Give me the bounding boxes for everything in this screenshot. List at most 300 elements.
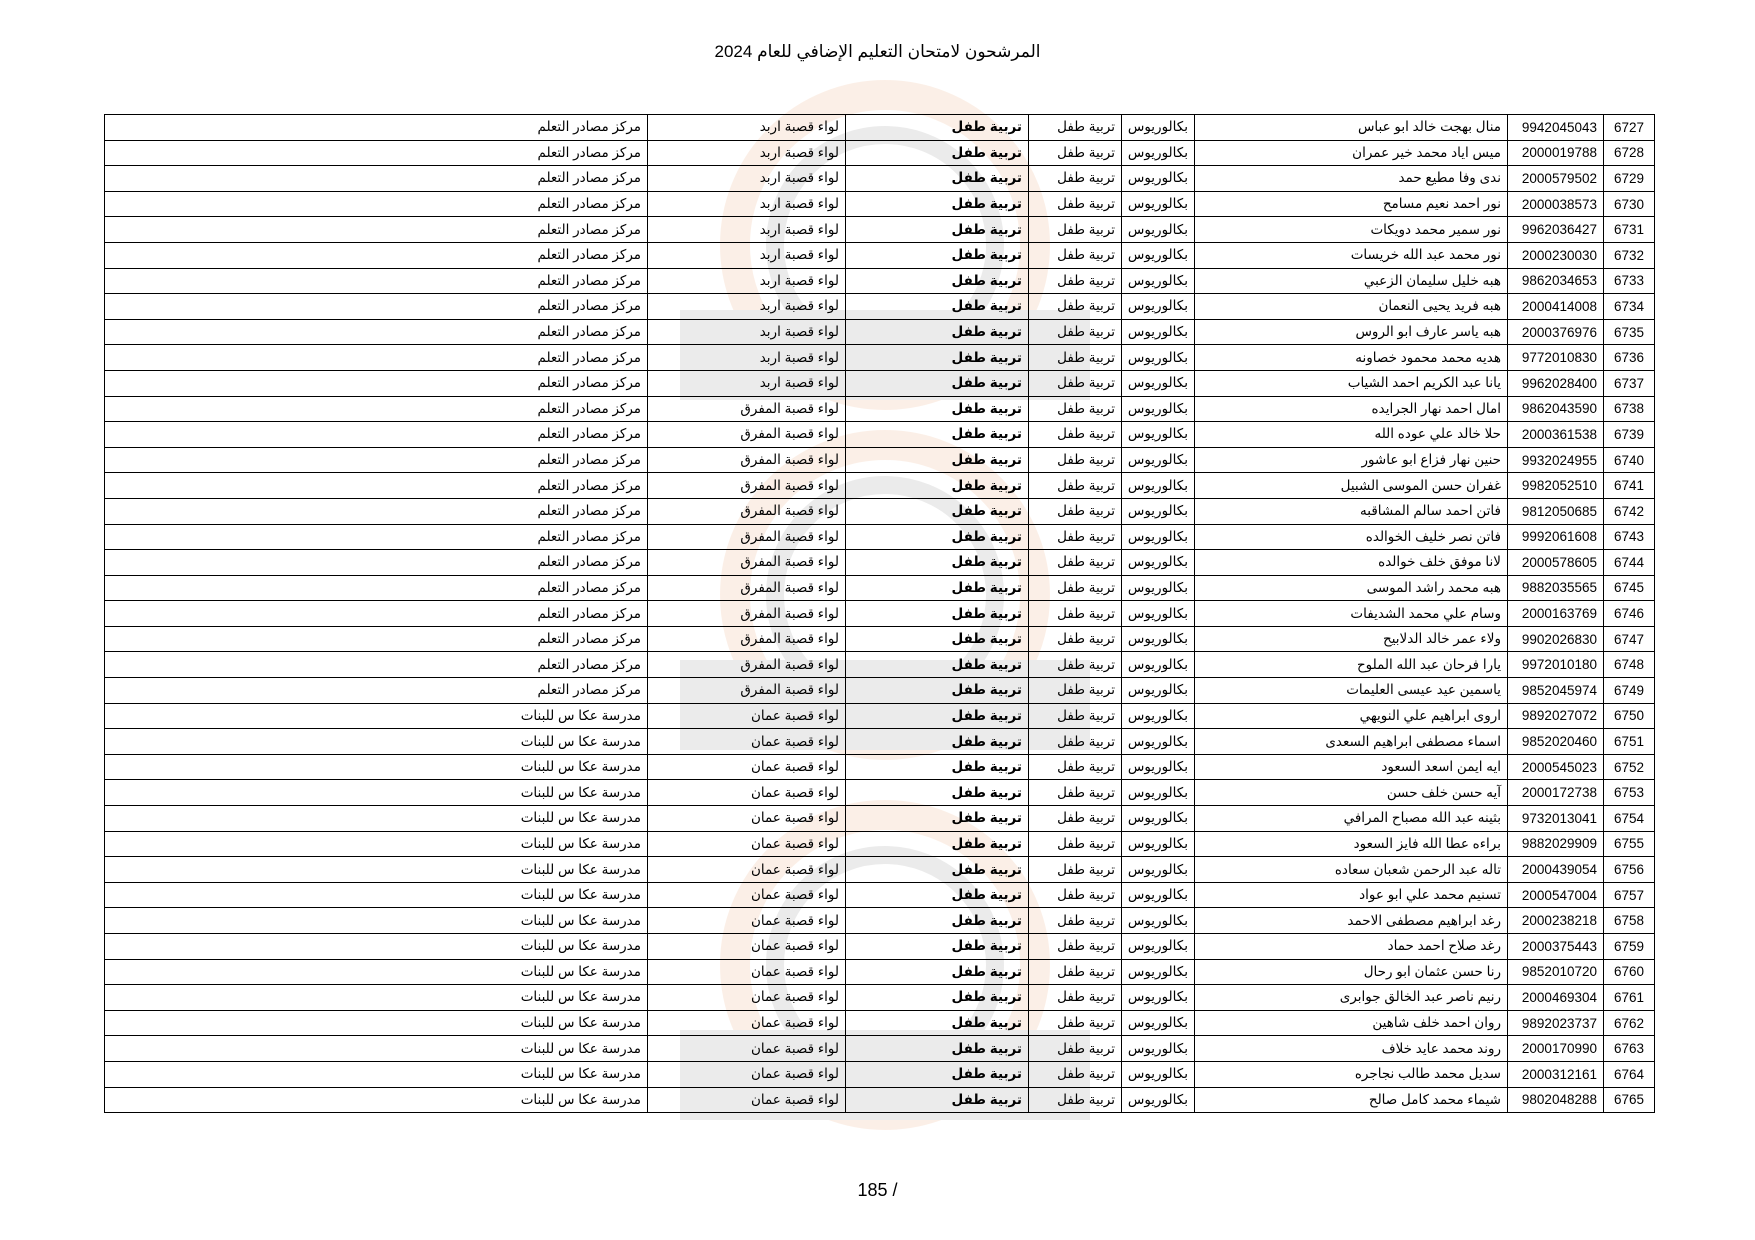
national-id-cell: 2000545023 [1508, 754, 1604, 780]
specialization-bold-cell: تربية طفل [846, 550, 1029, 576]
seq-cell: 6749 [1604, 678, 1655, 704]
name-cell: غفران حسن الموسى الشبيل [1195, 473, 1508, 499]
seq-cell: 6756 [1604, 857, 1655, 883]
exam-center-cell: مركز مصادر التعلم [105, 678, 648, 704]
name-cell: روند محمد عايد خلاف [1195, 1036, 1508, 1062]
national-id-cell: 9962036427 [1508, 217, 1604, 243]
exam-center-cell: مركز مصادر التعلم [105, 626, 648, 652]
specialization-cell: تربية طفل [1029, 985, 1122, 1011]
specialization-cell: تربية طفل [1029, 217, 1122, 243]
district-cell: لواء قصبة عمان [648, 882, 846, 908]
specialization-bold-cell: تربية طفل [846, 1036, 1029, 1062]
district-cell: لواء قصبة اربد [648, 345, 846, 371]
district-cell: لواء قصبة عمان [648, 908, 846, 934]
specialization-bold-cell: تربية طفل [846, 345, 1029, 371]
seq-cell: 6740 [1604, 447, 1655, 473]
national-id-cell: 2000579502 [1508, 166, 1604, 192]
degree-cell: بكالوريوس [1122, 319, 1195, 345]
degree-cell: بكالوريوس [1122, 729, 1195, 755]
specialization-bold-cell: تربية طفل [846, 652, 1029, 678]
district-cell: لواء قصبة عمان [648, 780, 846, 806]
specialization-bold-cell: تربية طفل [846, 729, 1029, 755]
name-cell: بثينه عبد الله مصباح المرافي [1195, 806, 1508, 832]
specialization-cell: تربية طفل [1029, 1061, 1122, 1087]
district-cell: لواء قصبة اربد [648, 115, 846, 141]
specialization-bold-cell: تربية طفل [846, 166, 1029, 192]
district-cell: لواء قصبة اربد [648, 217, 846, 243]
specialization-cell: تربية طفل [1029, 191, 1122, 217]
specialization-bold-cell: تربية طفل [846, 242, 1029, 268]
specialization-bold-cell: تربية طفل [846, 370, 1029, 396]
national-id-cell: 2000376976 [1508, 319, 1604, 345]
seq-cell: 6742 [1604, 498, 1655, 524]
table-row [105, 575, 1655, 601]
name-cell: هديه محمد محمود خصاونه [1195, 345, 1508, 371]
table-row [105, 985, 1655, 1011]
specialization-cell: تربية طفل [1029, 857, 1122, 883]
exam-center-cell: مدرسة عكا س للبنات [105, 934, 648, 960]
specialization-bold-cell: تربية طفل [846, 217, 1029, 243]
table-row [105, 1036, 1655, 1062]
degree-cell: بكالوريوس [1122, 498, 1195, 524]
exam-center-cell: مركز مصادر التعلم [105, 652, 648, 678]
table-row [105, 1061, 1655, 1087]
national-id-cell: 9882035565 [1508, 575, 1604, 601]
table-row [105, 831, 1655, 857]
district-cell: لواء قصبة عمان [648, 703, 846, 729]
specialization-bold-cell: تربية طفل [846, 882, 1029, 908]
seq-cell: 6762 [1604, 1010, 1655, 1036]
seq-cell: 6761 [1604, 985, 1655, 1011]
degree-cell: بكالوريوس [1122, 345, 1195, 371]
specialization-cell: تربية طفل [1029, 422, 1122, 448]
exam-center-cell: مركز مصادر التعلم [105, 396, 648, 422]
degree-cell: بكالوريوس [1122, 934, 1195, 960]
name-cell: اروى ابراهيم علي النويهي [1195, 703, 1508, 729]
exam-center-cell: مدرسة عكا س للبنات [105, 1010, 648, 1036]
national-id-cell: 2000439054 [1508, 857, 1604, 883]
district-cell: لواء قصبة اربد [648, 191, 846, 217]
seq-cell: 6745 [1604, 575, 1655, 601]
degree-cell: بكالوريوس [1122, 550, 1195, 576]
name-cell: امال احمد نهار الجرايده [1195, 396, 1508, 422]
seq-cell: 6764 [1604, 1061, 1655, 1087]
name-cell: رنا حسن عثمان ابو رحال [1195, 959, 1508, 985]
page-number: 185 / [857, 1180, 898, 1200]
specialization-cell: تربية طفل [1029, 498, 1122, 524]
specialization-bold-cell: تربية طفل [846, 447, 1029, 473]
seq-cell: 6748 [1604, 652, 1655, 678]
table-row [105, 166, 1655, 192]
table-row [105, 217, 1655, 243]
seq-cell: 6727 [1604, 115, 1655, 141]
seq-cell: 6760 [1604, 959, 1655, 985]
exam-center-cell: مدرسة عكا س للبنات [105, 985, 648, 1011]
table-row [105, 140, 1655, 166]
table-row [105, 857, 1655, 883]
specialization-bold-cell: تربية طفل [846, 831, 1029, 857]
exam-center-cell: مركز مصادر التعلم [105, 217, 648, 243]
specialization-bold-cell: تربية طفل [846, 140, 1029, 166]
district-cell: لواء قصبة المفرق [648, 678, 846, 704]
national-id-cell: 9972010180 [1508, 652, 1604, 678]
specialization-cell: تربية طفل [1029, 1087, 1122, 1113]
degree-cell: بكالوريوس [1122, 678, 1195, 704]
name-cell: منال بهجت خالد ابو عباس [1195, 115, 1508, 141]
specialization-bold-cell: تربية طفل [846, 473, 1029, 499]
name-cell: نور محمد عبد الله خريسات [1195, 242, 1508, 268]
district-cell: لواء قصبة المفرق [648, 396, 846, 422]
name-cell: يارا فرحان عبد الله الملوح [1195, 652, 1508, 678]
seq-cell: 6757 [1604, 882, 1655, 908]
exam-center-cell: مركز مصادر التعلم [105, 473, 648, 499]
name-cell: هبه محمد راشد الموسى [1195, 575, 1508, 601]
district-cell: لواء قصبة اربد [648, 242, 846, 268]
exam-center-cell: مركز مصادر التعلم [105, 370, 648, 396]
name-cell: شيماء محمد كامل صالح [1195, 1087, 1508, 1113]
seq-cell: 6729 [1604, 166, 1655, 192]
seq-cell: 6736 [1604, 345, 1655, 371]
table-row [105, 780, 1655, 806]
district-cell: لواء قصبة عمان [648, 831, 846, 857]
degree-cell: بكالوريوس [1122, 370, 1195, 396]
specialization-bold-cell: تربية طفل [846, 959, 1029, 985]
name-cell: هبه فريد يحيى النعمان [1195, 294, 1508, 320]
exam-center-cell: مدرسة عكا س للبنات [105, 882, 648, 908]
specialization-cell: تربية طفل [1029, 908, 1122, 934]
district-cell: لواء قصبة المفرق [648, 447, 846, 473]
seq-cell: 6750 [1604, 703, 1655, 729]
exam-center-cell: مدرسة عكا س للبنات [105, 1087, 648, 1113]
table-row [105, 191, 1655, 217]
district-cell: لواء قصبة عمان [648, 857, 846, 883]
national-id-cell: 9862043590 [1508, 396, 1604, 422]
seq-cell: 6743 [1604, 524, 1655, 550]
national-id-cell: 2000230030 [1508, 242, 1604, 268]
specialization-cell: تربية طفل [1029, 345, 1122, 371]
seq-cell: 6753 [1604, 780, 1655, 806]
exam-center-cell: مركز مصادر التعلم [105, 242, 648, 268]
degree-cell: بكالوريوس [1122, 115, 1195, 141]
national-id-cell: 2000238218 [1508, 908, 1604, 934]
name-cell: ميس اياد محمد خير عمران [1195, 140, 1508, 166]
table-row [105, 370, 1655, 396]
name-cell: سديل محمد طالب نجاجره [1195, 1061, 1508, 1087]
seq-cell: 6744 [1604, 550, 1655, 576]
table-row [105, 959, 1655, 985]
table-row [105, 473, 1655, 499]
national-id-cell: 9772010830 [1508, 345, 1604, 371]
name-cell: نور سمير محمد دويكات [1195, 217, 1508, 243]
specialization-cell: تربية طفل [1029, 524, 1122, 550]
specialization-bold-cell: تربية طفل [846, 601, 1029, 627]
national-id-cell: 2000170990 [1508, 1036, 1604, 1062]
table-row [105, 498, 1655, 524]
seq-cell: 6738 [1604, 396, 1655, 422]
exam-center-cell: مركز مصادر التعلم [105, 498, 648, 524]
district-cell: لواء قصبة اربد [648, 294, 846, 320]
degree-cell: بكالوريوس [1122, 242, 1195, 268]
district-cell: لواء قصبة اربد [648, 140, 846, 166]
national-id-cell: 2000163769 [1508, 601, 1604, 627]
specialization-cell: تربية طفل [1029, 575, 1122, 601]
table-row [105, 396, 1655, 422]
exam-center-cell: مركز مصادر التعلم [105, 115, 648, 141]
specialization-cell: تربية طفل [1029, 115, 1122, 141]
specialization-cell: تربية طفل [1029, 140, 1122, 166]
degree-cell: بكالوريوس [1122, 626, 1195, 652]
national-id-cell: 2000038573 [1508, 191, 1604, 217]
seq-cell: 6752 [1604, 754, 1655, 780]
district-cell: لواء قصبة المفرق [648, 575, 846, 601]
exam-center-cell: مركز مصادر التعلم [105, 447, 648, 473]
national-id-cell: 9852045974 [1508, 678, 1604, 704]
name-cell: وسام علي محمد الشديفات [1195, 601, 1508, 627]
specialization-cell: تربية طفل [1029, 678, 1122, 704]
page-title: المرشحون لامتحان التعليم الإضافي للعام 2024 [714, 42, 1041, 61]
table-row [105, 908, 1655, 934]
specialization-cell: تربية طفل [1029, 831, 1122, 857]
exam-center-cell: مدرسة عكا س للبنات [105, 959, 648, 985]
name-cell: تاله عبد الرحمن شعبان سعاده [1195, 857, 1508, 883]
name-cell: آيه حسن خلف حسن [1195, 780, 1508, 806]
specialization-cell: تربية طفل [1029, 242, 1122, 268]
national-id-cell: 2000361538 [1508, 422, 1604, 448]
specialization-cell: تربية طفل [1029, 166, 1122, 192]
national-id-cell: 2000547004 [1508, 882, 1604, 908]
name-cell: هبه ياسر عارف ابو الروس [1195, 319, 1508, 345]
specialization-bold-cell: تربية طفل [846, 1061, 1029, 1087]
specialization-cell: تربية طفل [1029, 370, 1122, 396]
table-row [105, 115, 1655, 141]
degree-cell: بكالوريوس [1122, 166, 1195, 192]
national-id-cell: 9902026830 [1508, 626, 1604, 652]
exam-center-cell: مركز مصادر التعلم [105, 524, 648, 550]
exam-center-cell: مركز مصادر التعلم [105, 422, 648, 448]
district-cell: لواء قصبة اربد [648, 166, 846, 192]
specialization-cell: تربية طفل [1029, 550, 1122, 576]
exam-center-cell: مركز مصادر التعلم [105, 294, 648, 320]
exam-center-cell: مدرسة عكا س للبنات [105, 831, 648, 857]
district-cell: لواء قصبة المفرق [648, 601, 846, 627]
national-id-cell: 9982052510 [1508, 473, 1604, 499]
name-cell: رنيم ناصر عبد الخالق جوابرى [1195, 985, 1508, 1011]
specialization-bold-cell: تربية طفل [846, 396, 1029, 422]
specialization-cell: تربية طفل [1029, 1036, 1122, 1062]
degree-cell: بكالوريوس [1122, 473, 1195, 499]
district-cell: لواء قصبة المفرق [648, 473, 846, 499]
specialization-cell: تربية طفل [1029, 268, 1122, 294]
table-row [105, 319, 1655, 345]
exam-center-cell: مركز مصادر التعلم [105, 140, 648, 166]
seq-cell: 6765 [1604, 1087, 1655, 1113]
national-id-cell: 9882029909 [1508, 831, 1604, 857]
national-id-cell: 9892023737 [1508, 1010, 1604, 1036]
table-row [105, 268, 1655, 294]
national-id-cell: 9802048288 [1508, 1087, 1604, 1113]
table-row [105, 524, 1655, 550]
table-row [105, 447, 1655, 473]
table-row [105, 703, 1655, 729]
exam-center-cell: مركز مصادر التعلم [105, 550, 648, 576]
degree-cell: بكالوريوس [1122, 294, 1195, 320]
specialization-bold-cell: تربية طفل [846, 115, 1029, 141]
degree-cell: بكالوريوس [1122, 422, 1195, 448]
degree-cell: بكالوريوس [1122, 447, 1195, 473]
degree-cell: بكالوريوس [1122, 217, 1195, 243]
national-id-cell: 9852010720 [1508, 959, 1604, 985]
name-cell: حنين نهار فزاع ابو عاشور [1195, 447, 1508, 473]
specialization-cell: تربية طفل [1029, 934, 1122, 960]
specialization-cell: تربية طفل [1029, 959, 1122, 985]
candidates-table [104, 114, 1655, 1113]
specialization-cell: تربية طفل [1029, 754, 1122, 780]
national-id-cell: 9862034653 [1508, 268, 1604, 294]
degree-cell: بكالوريوس [1122, 191, 1195, 217]
seq-cell: 6758 [1604, 908, 1655, 934]
seq-cell: 6747 [1604, 626, 1655, 652]
specialization-cell: تربية طفل [1029, 882, 1122, 908]
national-id-cell: 9992061608 [1508, 524, 1604, 550]
specialization-bold-cell: تربية طفل [846, 806, 1029, 832]
exam-center-cell: مدرسة عكا س للبنات [105, 780, 648, 806]
national-id-cell: 2000414008 [1508, 294, 1604, 320]
national-id-cell: 2000172738 [1508, 780, 1604, 806]
seq-cell: 6737 [1604, 370, 1655, 396]
district-cell: لواء قصبة المفرق [648, 524, 846, 550]
national-id-cell: 2000375443 [1508, 934, 1604, 960]
specialization-bold-cell: تربية طفل [846, 857, 1029, 883]
national-id-cell: 2000019788 [1508, 140, 1604, 166]
degree-cell: بكالوريوس [1122, 268, 1195, 294]
degree-cell: بكالوريوس [1122, 1036, 1195, 1062]
table-row [105, 934, 1655, 960]
name-cell: ولاء عمر خالد الدلابيح [1195, 626, 1508, 652]
degree-cell: بكالوريوس [1122, 985, 1195, 1011]
name-cell: ياسمين عيد عيسى العليمات [1195, 678, 1508, 704]
national-id-cell: 9942045043 [1508, 115, 1604, 141]
district-cell: لواء قصبة المفرق [648, 498, 846, 524]
degree-cell: بكالوريوس [1122, 831, 1195, 857]
table-row [105, 678, 1655, 704]
district-cell: لواء قصبة اربد [648, 370, 846, 396]
national-id-cell: 9962028400 [1508, 370, 1604, 396]
degree-cell: بكالوريوس [1122, 524, 1195, 550]
name-cell: رغد ابراهيم مصطفى الاحمد [1195, 908, 1508, 934]
degree-cell: بكالوريوس [1122, 754, 1195, 780]
specialization-bold-cell: تربية طفل [846, 908, 1029, 934]
seq-cell: 6755 [1604, 831, 1655, 857]
district-cell: لواء قصبة اربد [648, 268, 846, 294]
specialization-cell: تربية طفل [1029, 447, 1122, 473]
district-cell: لواء قصبة عمان [648, 1061, 846, 1087]
specialization-bold-cell: تربية طفل [846, 191, 1029, 217]
national-id-cell: 2000469304 [1508, 985, 1604, 1011]
national-id-cell: 9852020460 [1508, 729, 1604, 755]
table-row [105, 882, 1655, 908]
specialization-bold-cell: تربية طفل [846, 268, 1029, 294]
exam-center-cell: مدرسة عكا س للبنات [105, 857, 648, 883]
specialization-cell: تربية طفل [1029, 729, 1122, 755]
specialization-bold-cell: تربية طفل [846, 985, 1029, 1011]
candidates-table-body [105, 115, 1655, 1113]
specialization-bold-cell: تربية طفل [846, 626, 1029, 652]
table-row [105, 626, 1655, 652]
exam-center-cell: مدرسة عكا س للبنات [105, 1061, 648, 1087]
degree-cell: بكالوريوس [1122, 908, 1195, 934]
specialization-cell: تربية طفل [1029, 652, 1122, 678]
exam-center-cell: مدرسة عكا س للبنات [105, 806, 648, 832]
name-cell: نور احمد نعيم مسامح [1195, 191, 1508, 217]
seq-cell: 6741 [1604, 473, 1655, 499]
exam-center-cell: مركز مصادر التعلم [105, 166, 648, 192]
exam-center-cell: مدرسة عكا س للبنات [105, 703, 648, 729]
degree-cell: بكالوريوس [1122, 780, 1195, 806]
degree-cell: بكالوريوس [1122, 857, 1195, 883]
national-id-cell: 2000578605 [1508, 550, 1604, 576]
seq-cell: 6728 [1604, 140, 1655, 166]
table-row [105, 242, 1655, 268]
district-cell: لواء قصبة عمان [648, 985, 846, 1011]
seq-cell: 6754 [1604, 806, 1655, 832]
name-cell: تسنيم محمد علي ابو عواد [1195, 882, 1508, 908]
national-id-cell: 2000312161 [1508, 1061, 1604, 1087]
degree-cell: بكالوريوس [1122, 575, 1195, 601]
degree-cell: بكالوريوس [1122, 1087, 1195, 1113]
seq-cell: 6731 [1604, 217, 1655, 243]
seq-cell: 6732 [1604, 242, 1655, 268]
degree-cell: بكالوريوس [1122, 1061, 1195, 1087]
name-cell: هبه خليل سليمان الزعبي [1195, 268, 1508, 294]
name-cell: فاتن احمد سالم المشاقبه [1195, 498, 1508, 524]
degree-cell: بكالوريوس [1122, 959, 1195, 985]
national-id-cell: 9932024955 [1508, 447, 1604, 473]
degree-cell: بكالوريوس [1122, 601, 1195, 627]
district-cell: لواء قصبة عمان [648, 729, 846, 755]
table-row [105, 729, 1655, 755]
specialization-bold-cell: تربية طفل [846, 1010, 1029, 1036]
exam-center-cell: مركز مصادر التعلم [105, 601, 648, 627]
name-cell: حلا خالد علي عوده الله [1195, 422, 1508, 448]
degree-cell: بكالوريوس [1122, 140, 1195, 166]
name-cell: رغد صلاح احمد حماد [1195, 934, 1508, 960]
table-row [105, 806, 1655, 832]
table-row [105, 652, 1655, 678]
specialization-cell: تربية طفل [1029, 294, 1122, 320]
district-cell: لواء قصبة عمان [648, 806, 846, 832]
district-cell: لواء قصبة عمان [648, 934, 846, 960]
seq-cell: 6730 [1604, 191, 1655, 217]
exam-center-cell: مدرسة عكا س للبنات [105, 729, 648, 755]
degree-cell: بكالوريوس [1122, 396, 1195, 422]
degree-cell: بكالوريوس [1122, 703, 1195, 729]
district-cell: لواء قصبة المفرق [648, 550, 846, 576]
specialization-bold-cell: تربية طفل [846, 498, 1029, 524]
specialization-cell: تربية طفل [1029, 473, 1122, 499]
specialization-cell: تربية طفل [1029, 601, 1122, 627]
degree-cell: بكالوريوس [1122, 882, 1195, 908]
district-cell: لواء قصبة عمان [648, 754, 846, 780]
specialization-cell: تربية طفل [1029, 703, 1122, 729]
specialization-bold-cell: تربية طفل [846, 294, 1029, 320]
table-row [105, 550, 1655, 576]
seq-cell: 6763 [1604, 1036, 1655, 1062]
specialization-bold-cell: تربية طفل [846, 575, 1029, 601]
degree-cell: بكالوريوس [1122, 652, 1195, 678]
name-cell: ندى وفا مطيع حمد [1195, 166, 1508, 192]
specialization-bold-cell: تربية طفل [846, 703, 1029, 729]
seq-cell: 6751 [1604, 729, 1655, 755]
